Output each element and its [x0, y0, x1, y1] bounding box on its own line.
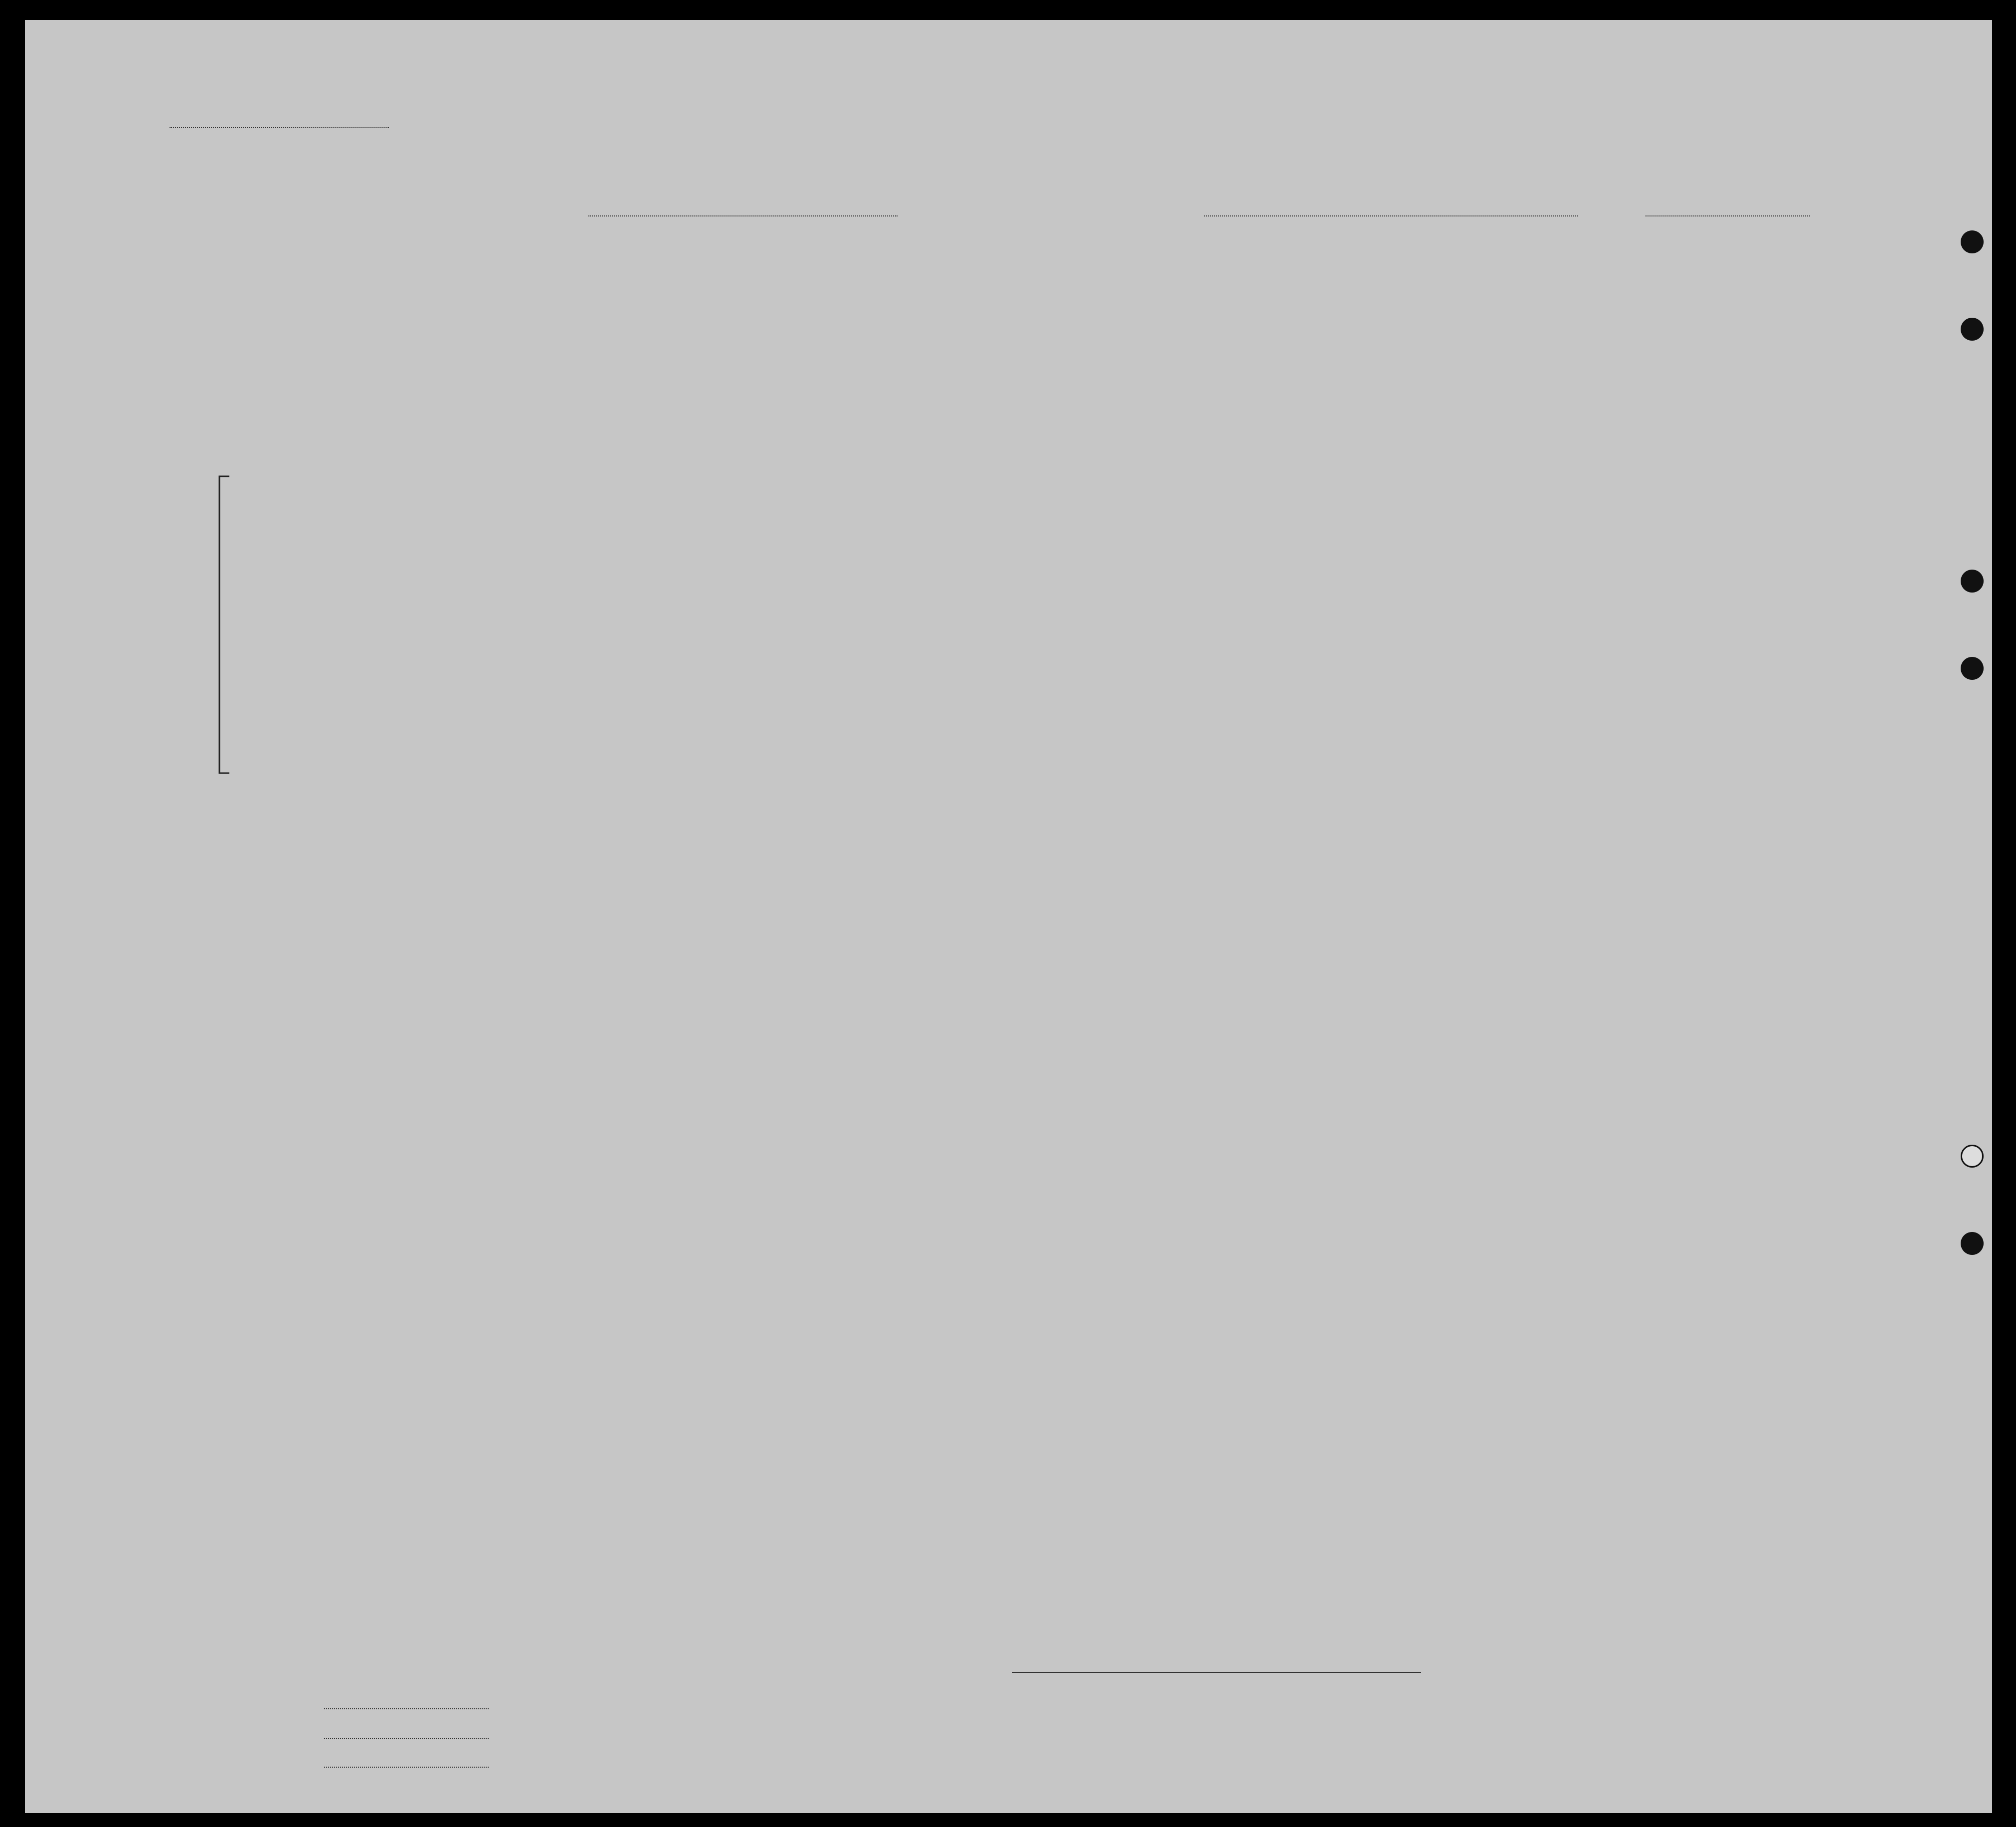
signature-line	[1012, 1672, 1421, 1673]
binder-hole	[1961, 1232, 1984, 1255]
aliens-field	[324, 1767, 489, 1768]
total-passengers-field	[324, 1708, 489, 1709]
binder-hole	[1961, 570, 1984, 593]
binder-hole	[1961, 230, 1984, 253]
manifest-grid	[25, 20, 1992, 1813]
bracket-mark	[214, 474, 234, 778]
binder-hole	[1961, 657, 1984, 680]
us-citizens-field	[324, 1738, 489, 1739]
manifest-sheet	[25, 20, 1992, 1813]
binder-hole	[1961, 1145, 1984, 1168]
binder-hole	[1961, 318, 1984, 341]
